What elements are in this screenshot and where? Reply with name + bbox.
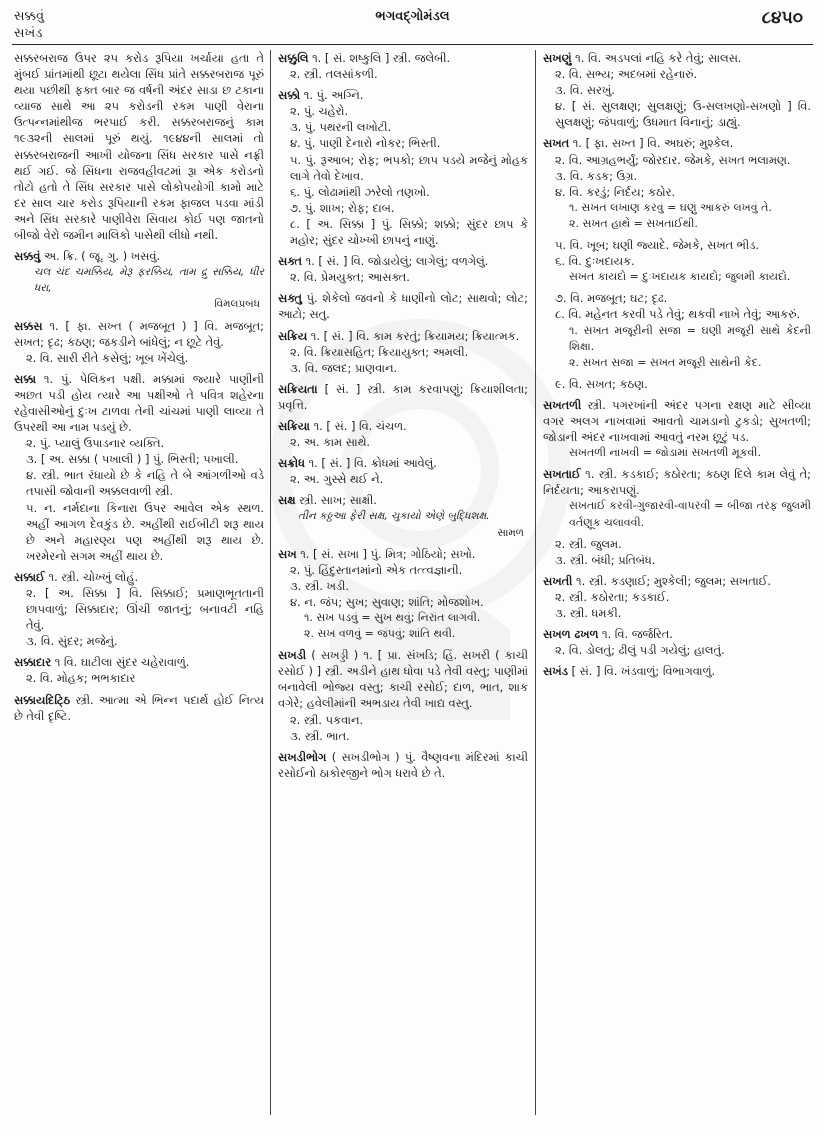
definition: ૧. [ સં. સખા ] પું. મિત્ર; ગોઠિયો; સખો. [300, 546, 476, 561]
headword: સખંડ [543, 664, 568, 679]
headword: સક્કુલિ [278, 51, 309, 65]
definition: સ્ત્રી. આત્મા એ ભિન્ન પદાર્થ હોઈ નિત્ય છે તેવી દૃષ્ટિ. [14, 692, 264, 723]
definition: ૧ વિ. ઘાટીલા સુંદર ચહેરાવાળું. [54, 655, 190, 670]
headword: સક્ષ [278, 493, 296, 508]
definition: ૧. [ સં. શષ્કુલિ ] સ્ત્રી. જલેબી. [312, 51, 451, 65]
definition: ૧. [ સં. ] વિ. કામ કરતું; ક્રિયામય; ક્રિયાત્મક. [310, 328, 520, 343]
headword: સક્કાઈ [14, 569, 45, 584]
quotation-source: સામળ [497, 526, 524, 539]
sub-definition: ૪. સ્ત્રી. ભાત રંધાયો છે કે નહિ તે બે આંગળીઓ વડે તપાસી જોવાની અક્કલવાળી સ્ત્રી. [26, 468, 264, 499]
dictionary-entry [543, 466, 811, 530]
headword: સક્રોધ [278, 456, 305, 471]
dictionary-entry [543, 290, 811, 370]
sub-definition: ૩. સ્ત્રી. ખડી. [290, 578, 350, 593]
definition: ૧. [ સં. ] વિ. ક્રોધમાં આવેલું. [308, 456, 437, 471]
dictionary-entry [14, 318, 264, 366]
dictionary-entry [543, 376, 811, 392]
headword: સક્કસ [14, 318, 43, 333]
sub-definition: ૨. વિ. સભ્ય; અદબમાં રહેનારું. [555, 67, 698, 82]
dictionary-entry [543, 663, 811, 679]
definition: ૧. વિ. જર્જરિત. [601, 627, 673, 642]
sub-definition: ૨. વિ. ક્રિયાસહિત; ક્રિયાયુક્ત; અમલી. [290, 344, 469, 359]
sub-definition: ૭. પું. શાખ; રોફ; દાબ. [290, 200, 395, 215]
sub-definition: ૨. સ્ત્રી. તલસાંકળી. [290, 67, 378, 82]
definition: ૧. સ્ત્રી. ચોખ્ખું લોહું. [48, 569, 139, 584]
headword: સક્રિયા [278, 418, 310, 433]
headword: સખળ ઢખળ [543, 627, 599, 642]
definition: ૧. [ સં. ] વિ. ચંચળ. [313, 418, 407, 433]
dictionary-entry [543, 536, 811, 568]
headword: સક્રિય [278, 328, 308, 343]
sub-definition: ૩. સ્ત્રી. બંધી; પ્રતિબંધ. [555, 552, 656, 567]
quotation-source: વિમલપ્રબંધ [214, 298, 260, 311]
sub-definition: ૨. [ અ. સિક્કા ] વિ. સિક્કાઈ; પ્રમાણભૂતતાની છાપવાળું; સિક્કાદાર; ઊંચી જાતનું; બનાવટી નહિ તેવું. [26, 586, 264, 633]
page-title: ભગવદ્ગોમંડલ [375, 9, 450, 24]
dictionary-entry [278, 492, 528, 540]
sub-definition: ૩. વિ. કડક; ઉગ્ર. [555, 168, 638, 183]
usage-example: ૧. સખત મજૂરીની સજા = ઘણી મજૂરી સાથે કેદની શિક્ષા. [569, 323, 811, 353]
sub-definition: ૨. વિ. સારી રીતે કસેલું; ખૂબ ખેંચેલું. [26, 350, 189, 365]
column-1 [14, 50, 264, 729]
sub-definition: ૩. સ્ત્રી. ભાત. [290, 728, 350, 743]
definition: ૧. પું. પેલિકન પક્ષી. મક્કામાં જ્યારે પાણીની અછત પડી હોય ત્યારે આ પક્ષીઓ તે પવિત્ર શહેરના રહેવાસીઓનું દુઃખ ટાળવા તેની ચાંચમાં પાણી લાવ્યા તે ઉપરથી આ નામ પડયું છે. [14, 371, 264, 435]
headword: સખડી [278, 648, 307, 663]
sub-definition: ૫. ન. નર્મદાના કિનારા ઉપર આવેલ એક સ્થળ. અહીં આગળ દેવકુંડ છે. અહીંથી રાઈબીટી શરૂ થાય છે અને મહારણ્ય પણ અહીંથી શરૂ થાય છે. ખરમેરનો સગમ અહીં થાય છે. [26, 500, 264, 563]
sub-definition: ૨. અ. ગુસ્સે થઈ ને. [290, 472, 384, 487]
dictionary-entry [278, 328, 528, 376]
sub-definition: ૯. વિ. સખત; કઠણ. [555, 376, 648, 391]
headword: સખ [278, 546, 297, 561]
sub-definition: ૪. ન. જંપ; સુખ; સુવાણ; શાંતિ; મોજશોખ. [290, 594, 484, 609]
dictionary-entry [278, 647, 528, 744]
usage-example: ૨. સખ વળવું = જંપવું; શાંતિ થવી. [304, 627, 456, 641]
sub-definition: ૫. વિ. ખૂબ; ઘણી જ્યાદે. જેમકે, સખત ભીડ. [555, 238, 759, 253]
header-rule [12, 44, 813, 45]
dictionary-entry [543, 573, 811, 621]
dictionary-entry [278, 290, 528, 322]
headword: સખતાઈ [543, 467, 581, 482]
quotation: તીન કઠ્ઠઆ ફેરી સક્ષ, ચુકાયો એણે બુદ્ધિશક્ષ. [298, 510, 490, 523]
sub-definition: ૪. [ સં. સુલક્ષણ; સુલક્ષણું; ઉ-સલખણો-સખણો ] વિ. સુલક્ષણું; જંપવાળું; ઉધમાત વિનાનું; ડાહ્યું. [555, 99, 811, 130]
dictionary-entry [278, 381, 528, 413]
definition: સ્ત્રી. સાખ; સાક્ષી. [299, 493, 377, 508]
headword: સક્કા [14, 371, 37, 386]
headword: સખતી [543, 573, 573, 588]
headword: સક્ત [278, 254, 302, 269]
usage-example: ૧. સખત લખાણ કરવું = ઘણું આકરું લખવું તે. [569, 200, 772, 214]
sub-definition: ૨. વિ. મોહક; ભભકાદાર [26, 671, 136, 686]
sub-definition: ૩. [ અ. સક્કા ( પખાલી ) ] પું. ભિસ્તી; પખાલી. [26, 452, 239, 467]
dictionary-entry [14, 569, 264, 649]
column-divider [270, 50, 271, 1115]
usage-example: સખત કાયદો = દુઃખદાયક કાયદો; જુલમી કાયદો. [569, 270, 791, 284]
headword: સક્કવું [14, 249, 41, 264]
sub-definition: ૫. પું. રૂઆબ; રોફ; ભપકો; છાપ પડયે મજેનું મોહક લાગે તેવો દેખાવ. [290, 152, 528, 183]
headword: સખત [543, 136, 570, 151]
headword: સક્કો [278, 88, 301, 103]
sub-definition: ૬. વિ. દુઃખદાયક. [555, 254, 635, 269]
headword: સક્કાદાર [14, 655, 52, 670]
sub-definition: ૭. વિ. મજબૂત; ઘટ; દૃઢ. [555, 291, 668, 306]
usage-example: ૨. સખત હાથે = સખતાઈથી. [569, 216, 698, 230]
definition: ૧. સ્ત્રી. કડણાઈ; મુશ્કેલી; જુલમ; સખતાઈ. [576, 573, 772, 588]
dictionary-entry [278, 87, 528, 248]
sub-definition: ૮. [ અ. સિક્કા ] પું. સિક્કો; શક્કો; સુંદર છાપ કે મહોર; સુંદર ચોખ્ખી છાપનું નાણું. [290, 216, 528, 248]
sub-definition: ૨. અ. કામ સાથે. [290, 435, 371, 450]
definition: ૧. સ્ત્રી. કડકાઈ; કઠોરતા; કઠણ દિલે કામ લેવું તે; નિર્દયતા; આકરાપણું. [543, 467, 811, 498]
usage-example: ૨. સખત સજા = સખત મજૂરી સાથેની કેદ. [569, 355, 762, 369]
sub-definition: ૨. વિ. પ્રેમયુક્ત; આસક્ત. [290, 270, 410, 285]
headword: સખડીભોગ [278, 749, 327, 764]
usage-example: ૧. સખ પડવું = સુખ થવું; નિરાંત લાગવી. [304, 611, 481, 624]
sub-definition: ૩. પું. પથરની લખોટી. [290, 120, 392, 135]
sub-definition: ૮. વિ. મહેનત કરવી પડે તેવું; થકવી નાખે તેવું; આકરું. [555, 307, 801, 322]
quotation: ચલ ચંદ ચમક્કિય, મેરૂ ફરક્કિય, તામ દ્રુ સક્કિય, ધીર ધરા, [34, 266, 264, 295]
dictionary-entry [278, 418, 528, 450]
guide-word-last: સખંડ [14, 26, 43, 41]
definition: ૧. [ ફા. સખ્ત ] વિ. અઘરું; મુશ્કેલ. [572, 136, 734, 151]
definition: ૧. [ સં. ] વિ. જોડાયેલું; લાગેલું; વળગેલું. [305, 254, 489, 269]
headword: સક્રિયતા [278, 381, 318, 396]
column-divider [535, 50, 536, 1115]
sub-definition: ૬. પું. લોઢામાંથી ઝરેલો તણખો. [290, 184, 430, 199]
dictionary-entry [14, 248, 264, 312]
dictionary-entry [278, 50, 528, 82]
dictionary-entry [14, 654, 264, 686]
definition: ૧. [ ફા. સખ્ત ( મજબૂત ) ] વિ. મજબૂત; સખત; દૃઢ; કઠણ; જકડીને બાંધેલું; ન છૂટે તેવું. [14, 318, 264, 349]
sub-definition: ૨. સ્ત્રી. પકવાન. [290, 712, 364, 727]
sub-definition: ૨. વિ. આગ્રહભર્યું; જોરદાર. જેમકે, સખત ભલામણ. [555, 152, 791, 167]
definition: ૧. વિ. અડપલાં નહિ કરે તેવું; સાલસ. [575, 51, 742, 65]
sub-definition: ૪. પું. પાણી દેનારો નોકર; ભિસ્તી. [290, 136, 441, 151]
definition: પું. શેકેલો જવનો કે ધાણીનો લોટ; સાથવો; લોટ; આટો; સતુ. [278, 291, 528, 322]
dictionary-entry [14, 50, 264, 243]
sub-definition: ૨. વિ. ડોલતું; ઢીલું પડી ગયેલું; હાલતું. [555, 643, 725, 658]
definition: [ સં. ] સ્ત્રી. કામ કરવાપણું; ક્રિયાશીલતા; પ્રવૃત્તિ. [278, 381, 529, 412]
headword: સક્તુ [278, 291, 302, 306]
dictionary-entry [543, 50, 811, 130]
sub-definition: ૨. પું. ચહેરો. [290, 104, 349, 119]
definition: સ્ત્રી. પગરખાંની અંદર પગના રક્ષણ માટે સીવ્યા વગર અલગ નાખવામાં આવતો ચામડાનો ટુકડો; સુખતળી; જોડાની અંદર નાખવામાં આવતું નરમ છૂટું પડ. [543, 397, 812, 445]
sub-definition: ૨. સ્ત્રી. જુલમ. [555, 536, 622, 551]
headword: સક્કાયદિટ્ઠિ [14, 692, 71, 707]
definition: અ. ક્રિ. ( જૂ. ગુ. ) ખસવું. [43, 249, 161, 264]
dictionary-entry [278, 253, 528, 285]
headword: સખણું [543, 51, 572, 65]
sub-definition: ૨. પું. પ્યાલું ઉપાડનાર વ્યક્તિ. [26, 436, 165, 451]
usage-example: સખતળી નાખવી = જોડામાં સખતળી મૂકવી. [569, 446, 761, 460]
sub-definition: ૩. વિ. જલદ; પ્રાણવાન. [290, 360, 398, 375]
sub-definition: ૨. પું. હિંદુસ્તાનમાંનો એક તત્ત્વજ્ઞાની. [290, 562, 463, 577]
dictionary-entry [543, 397, 811, 461]
sub-definition: ૨. સ્ત્રી. કઠોરતા; કડકાઈ. [555, 589, 670, 604]
page-number: ૮૪૫૦ [761, 8, 803, 28]
headword: સખતળી [543, 397, 582, 412]
dictionary-entry [543, 237, 811, 285]
definition: ( સખડ્ડી ) ૧. [ પ્રા. સંખડિ; હિં. સખરી ( કાચી રસોઈ ) ] સ્ત્રી. અડીને હાથ ધોવા પડે તેવી વસ્તુ; પાણીમાં બનાવેલી ભોજ્ય વસ્તુ; કાચી રસોઈ; દાળ, ભાત, શાક વગેરે; હવેલીમાંની અભડાય તેવી ખાદ્ય વસ્તુ. [278, 648, 528, 711]
dictionary-entry [278, 455, 528, 487]
definition: ૧. પું. અગ્નિ. [303, 88, 364, 103]
dictionary-entry [278, 749, 528, 781]
guide-word-first: સક્કવું [14, 9, 45, 24]
sub-definition: ૩. સ્ત્રી. ધમકી. [555, 606, 622, 620]
dictionary-entry [14, 371, 264, 564]
sub-definition: ૩. વિ. સરખું. [555, 83, 615, 98]
sub-definition: ૩. વિ. સુંદર; મજેનું. [26, 634, 118, 649]
dictionary-entry [14, 692, 264, 724]
dictionary-entry [278, 546, 528, 643]
sub-definition: ૪. વિ. કરડું; નિર્દય; કઠોર. [555, 184, 676, 199]
dictionary-entry [543, 135, 811, 232]
definition: ( સખડીભોગ ) પું. વૈષ્ણવના મંદિરમાં કાચી રસોઈનો ઠાકોરજીને ભોગ ધરાવે છે તે. [278, 749, 528, 780]
dictionary-entry [543, 626, 811, 658]
usage-example: સખતાઈ કરવી-ગુજારવી-વાપરવી = બીજા તરફ જુલમી વર્તણૂક ચલાવવી. [569, 499, 811, 529]
column-3 [543, 50, 811, 684]
column-2 [278, 50, 528, 786]
definition: સક્કરબરાજ ઉપર ૨૫ કરોડ રૂપિયા ખર્ચાયા હતા તે મુંબઈ પ્રાંતમાંથી છૂટા થયેલા સિંધ પ્રાંતે સક્કરબરાજ પૂરું થયા પછીથી ફક્ત બાર જ વર્ષની અંદર સાડા છ ટકાના વ્યાજ સાથે આ ૨૫ કરોડની રકમ પાણી વેરાના ઉત્પન્નમાંથીજ ભરપાઈ કરી. સક્કરબરાજનું કામ ૧૯૩૨ની સાલમાં પૂરું થયું. ૧૯૪૪ની સાલમાં તો સક્કરબરાજની આખી યોજના સિંધ સરકાર પાસે નફ્રી થઈ ગઈ. જે સિંધના રાજવહીવટમાં રૂા એક કરોડનો તોટો હતો તે સિંધ સરકાર પાસે લોકોપયોગી કામો માટે દર સાલ ચાર કરોડ રૂપિયાની રકમ ફાજલ પડવા માંડી અને સિંધ સરકારે પાણીવેરા સિવાય કોઈ પણ જાતનો બીજો વેરો જમીન માલિકો પાસેથી લીધો નથી. [14, 51, 264, 243]
definition: [ સં. ] વિ. ખંડવાળું; વિભાગવાળું. [571, 664, 716, 679]
